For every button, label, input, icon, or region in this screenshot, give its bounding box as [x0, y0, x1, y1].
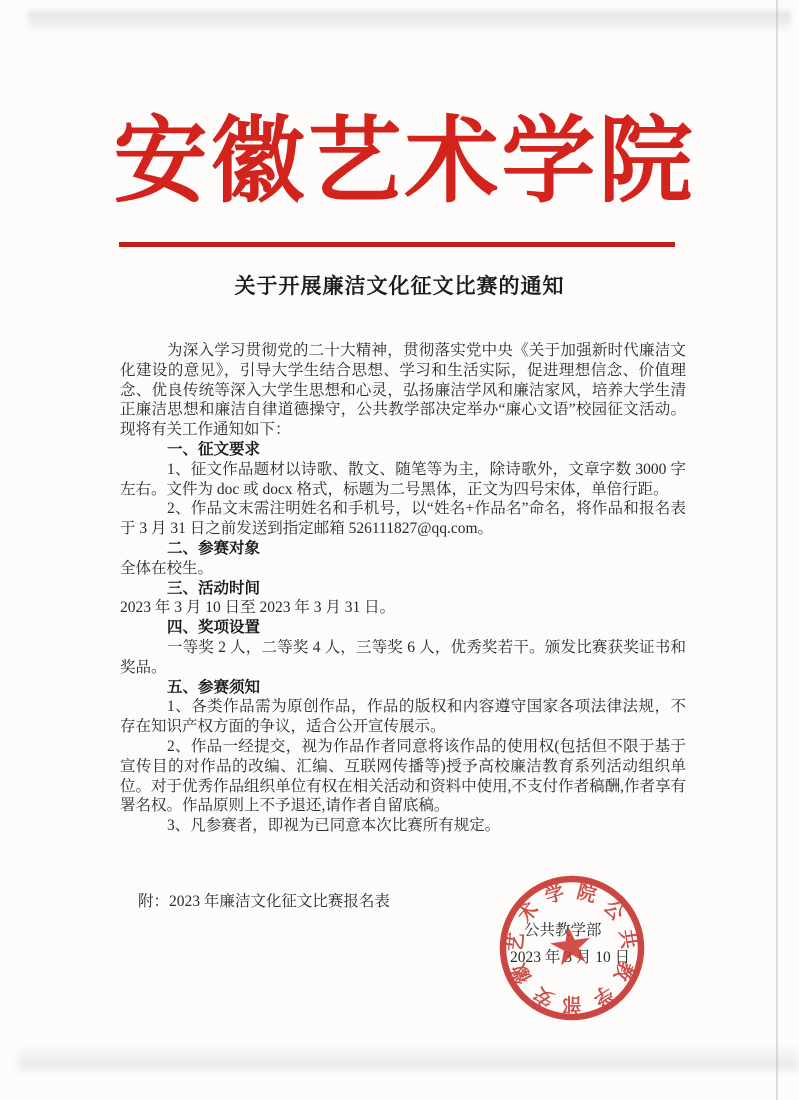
paragraph: 2、作品文末需注明姓名和手机号，以“姓名+作品名”命名，将作品和报名表于 3 月 31 日之前发送到指定邮箱 526111827@qq.com。 — [120, 500, 686, 538]
svg-text:术: 术 — [514, 899, 544, 928]
section-heading: 三、活动时间 — [167, 579, 261, 597]
document-title: 关于开展廉洁文化征文比赛的通知 — [234, 274, 565, 298]
scan-artifact-bottom — [18, 1046, 799, 1070]
svg-text:艺: 艺 — [505, 931, 529, 953]
svg-text:教: 教 — [609, 957, 637, 984]
svg-text:学: 学 — [542, 882, 568, 909]
section-heading: 四、奖项设置 — [167, 619, 261, 637]
section-heading: 一、征文要求 — [167, 440, 261, 458]
section-heading: 五、参赛须知 — [167, 678, 261, 696]
svg-text:安: 安 — [530, 982, 558, 1010]
section-heading: 二、参赛对象 — [167, 539, 261, 557]
paragraph: 3、凡参赛者，即视为已同意本次比赛所有规定。 — [167, 817, 501, 835]
document-body — [120, 341, 686, 836]
official-stamp-icon — [498, 875, 646, 1023]
stamp-star-icon — [548, 923, 593, 966]
scan-artifact-top — [28, 11, 791, 31]
paragraph: 全体在校生。 — [120, 559, 214, 577]
university-title: 安徽艺术学院 — [113, 110, 696, 214]
svg-text:徽: 徽 — [508, 959, 537, 987]
paragraph: 2、作品一经提交，视为作品作者同意将该作品的使用权(包括但不限于基于宣传目的对作品的改编、汇编、互联网传播等)授予高校廉洁教育系列活动组织单位。对于优秀作品组织单位有权在相关活动和资料中使用,不支付作者稿酬,作者享有署名权。作品原则上不予退还,请作者自留底稿。 — [120, 737, 686, 815]
svg-text:部: 部 — [562, 993, 582, 1014]
paragraph: 为深入学习贯彻党的二十大精神，贯彻落实党中央《关于加强新时代廉洁文化建设的意见》，引导大学生结合思想、学习和生活实际，促进理想信念、价值理念、优良传统等深入大学生思想和心灵，弘扬廉洁学风和廉洁家风，培养大学生清正廉洁思想和廉洁自律道德操守，公共教学部决定举办“廉心文语”校园征文活动。现将有关工作通知如下： — [120, 342, 686, 439]
paragraph: 一等奖 2 人，二等奖 4 人，三等奖 6 人，优秀奖若干。颁发比赛获奖证书和奖品。 — [120, 638, 686, 676]
svg-text:共: 共 — [614, 928, 639, 951]
svg-text:公: 公 — [599, 896, 628, 925]
svg-text:院: 院 — [574, 881, 599, 907]
paragraph: 1、征文作品题材以诗歌、散文、随笔等为主，除诗歌外，文章字数 3000 字左右。文件为 doc 或 docx 格式，标题为二号黑体，正文为四号宋体，单倍行距。 — [120, 460, 686, 498]
svg-text:学: 学 — [588, 980, 616, 1009]
paragraph: 1、各类作品需为原创作品，作品的版权和内容遵守国家各项法律法规，不存在知识产权方面的争议，适合公开宣传展示。 — [120, 698, 686, 736]
paragraph: 2023 年 3 月 10 日至 2023 年 3 月 31 日。 — [120, 599, 396, 617]
signature-department: 公共教学部 — [524, 922, 602, 939]
attachment-note: 附：2023 年廉洁文化征文比赛报名表 — [138, 893, 390, 910]
red-divider — [119, 242, 675, 247]
signature-date: 2023 年 3 月 10 日 — [510, 949, 631, 966]
